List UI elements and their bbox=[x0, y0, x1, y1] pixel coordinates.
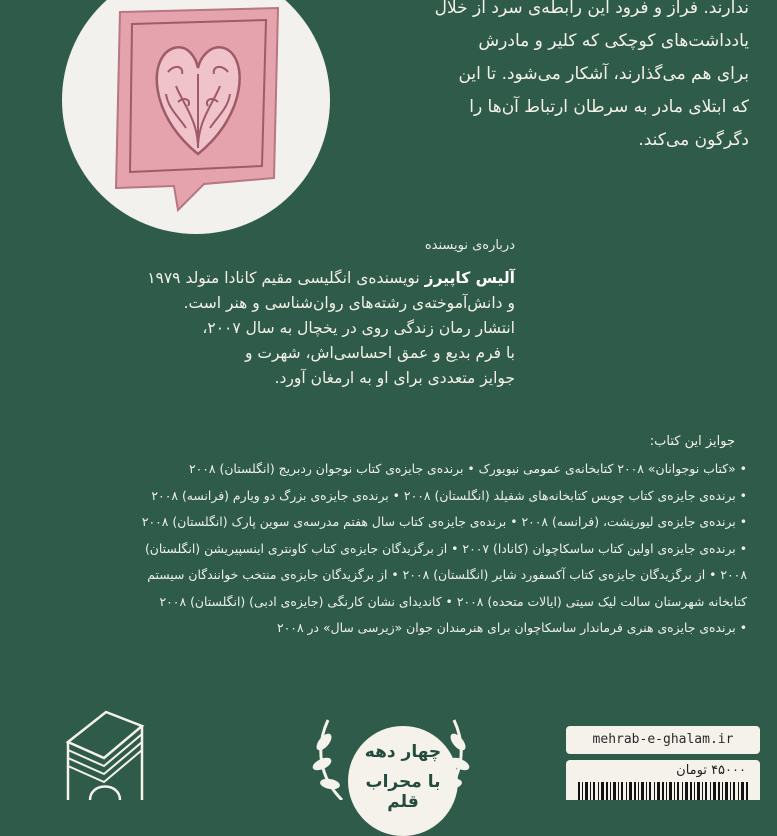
book-heart-illustration bbox=[108, 2, 284, 216]
anniversary-badge bbox=[298, 706, 484, 812]
award-line: • برنده‌ی جایزه‌ی اولین کتاب ساسکاچوان (کانادا) ۲۰۰۷ • از برگزیدگان جایزه‌ی کتاب کاونتری اینسپیریشن (انگلستان) bbox=[144, 540, 747, 556]
blurb-line: ندارند. فراز و فرود این رابطه‌ی سرد از خلال bbox=[434, 0, 749, 18]
back-cover-blurb bbox=[329, 0, 749, 157]
cover-illustration-circle bbox=[62, 0, 330, 234]
about-line: انتشار رمان زندگی روی در یخچال به سال ۲۰۰۷، bbox=[202, 319, 515, 337]
about-line: با فرم بدیع و عمق احساسی‌اش، شهرت و bbox=[244, 344, 515, 362]
about-line bbox=[45, 266, 515, 291]
badge-line2: با محراب قلم bbox=[365, 772, 441, 812]
award-line: • برنده‌ی جایزه‌ی لیورنِشت، (فرانسه) ۲۰۰۸ • برنده‌ی جایزه‌ی کتاب سال هفتم مدرسه‌ی سوین پارک (انگلستان) ۲۰۰۸ bbox=[141, 514, 747, 529]
blurb-line: برای هم می‌گذارند، آشکار می‌شود. تا این bbox=[458, 64, 749, 84]
award-line: • برنده‌ی جایزه‌ی هنری فرماندار ساسکاچوان برای هنرمندان جوان «زیرسی سال» در ۲۰۰۸ bbox=[276, 620, 747, 635]
blurb-line: که ابتلای مادر به سرطان ارتباط آن‌ها را bbox=[469, 97, 749, 117]
blurb-line: یادداشت‌های کوچکی که کلیر و مادرش bbox=[478, 31, 749, 51]
awards-title: جوایز این کتاب: bbox=[649, 434, 735, 449]
price-label: ۴۵۰۰۰ تومان bbox=[676, 763, 746, 778]
badge-line1: چهار دهه bbox=[364, 742, 442, 762]
publisher-logo-icon bbox=[60, 702, 150, 800]
price-barcode-box bbox=[566, 760, 760, 800]
awards-list bbox=[27, 456, 747, 642]
award-line: کتابخانه شهرستان سالت لیک سیتی (ایالات متحده) ۲۰۰۸ • کاندیدای نشان کارنگی (جایزه‌ی ادبی) (انگلستان) ۲۰۰۸ bbox=[159, 593, 747, 609]
blurb-line: دگرگون می‌کند. bbox=[638, 130, 749, 150]
about-line: و دانش‌آموخته‌ی رشته‌های روان‌شناسی و هنر است. bbox=[183, 294, 515, 312]
about-line-rest: نویسنده‌ی انگلیسی مقیم کانادا متولد ۱۹۷۹ bbox=[147, 269, 425, 287]
author-name: آلیس کاپیرز bbox=[424, 269, 515, 287]
barcode-icon bbox=[576, 782, 750, 800]
about-author-body bbox=[45, 266, 515, 391]
publisher-website: mehrab-e-ghalam.ir bbox=[566, 726, 760, 754]
award-line: • «کتاب نوجوانان» ۲۰۰۸ کتابخانه‌ی عمومی نیویورک • برنده‌ی جایزه‌ی کتاب نوجوان ردبریج (انگلستان) ۲۰۰۸ bbox=[188, 461, 747, 476]
about-author-title: درباره‌ی نویسنده bbox=[424, 238, 515, 253]
badge-disc bbox=[348, 726, 458, 836]
about-line: جوایز متعددی برای او به ارمغان آورد. bbox=[274, 369, 515, 387]
award-line: ۲۰۰۸ • از برگزیدگان جایزه‌ی کتاب آکسفورد شایر (انگلستان) ۲۰۰۸ • از برگزیدگان جایزه‌ی منتخب خوانندگان سیستم bbox=[147, 567, 747, 582]
award-line: • برنده‌ی جایزه‌ی کتاب چویس کتابخانه‌های شفیلد (انگلستان) ۲۰۰۸ • برنده‌ی جایزه‌ی بزرگ دو ویارم (فرانسه) ۲۰۰۸ bbox=[151, 487, 747, 503]
